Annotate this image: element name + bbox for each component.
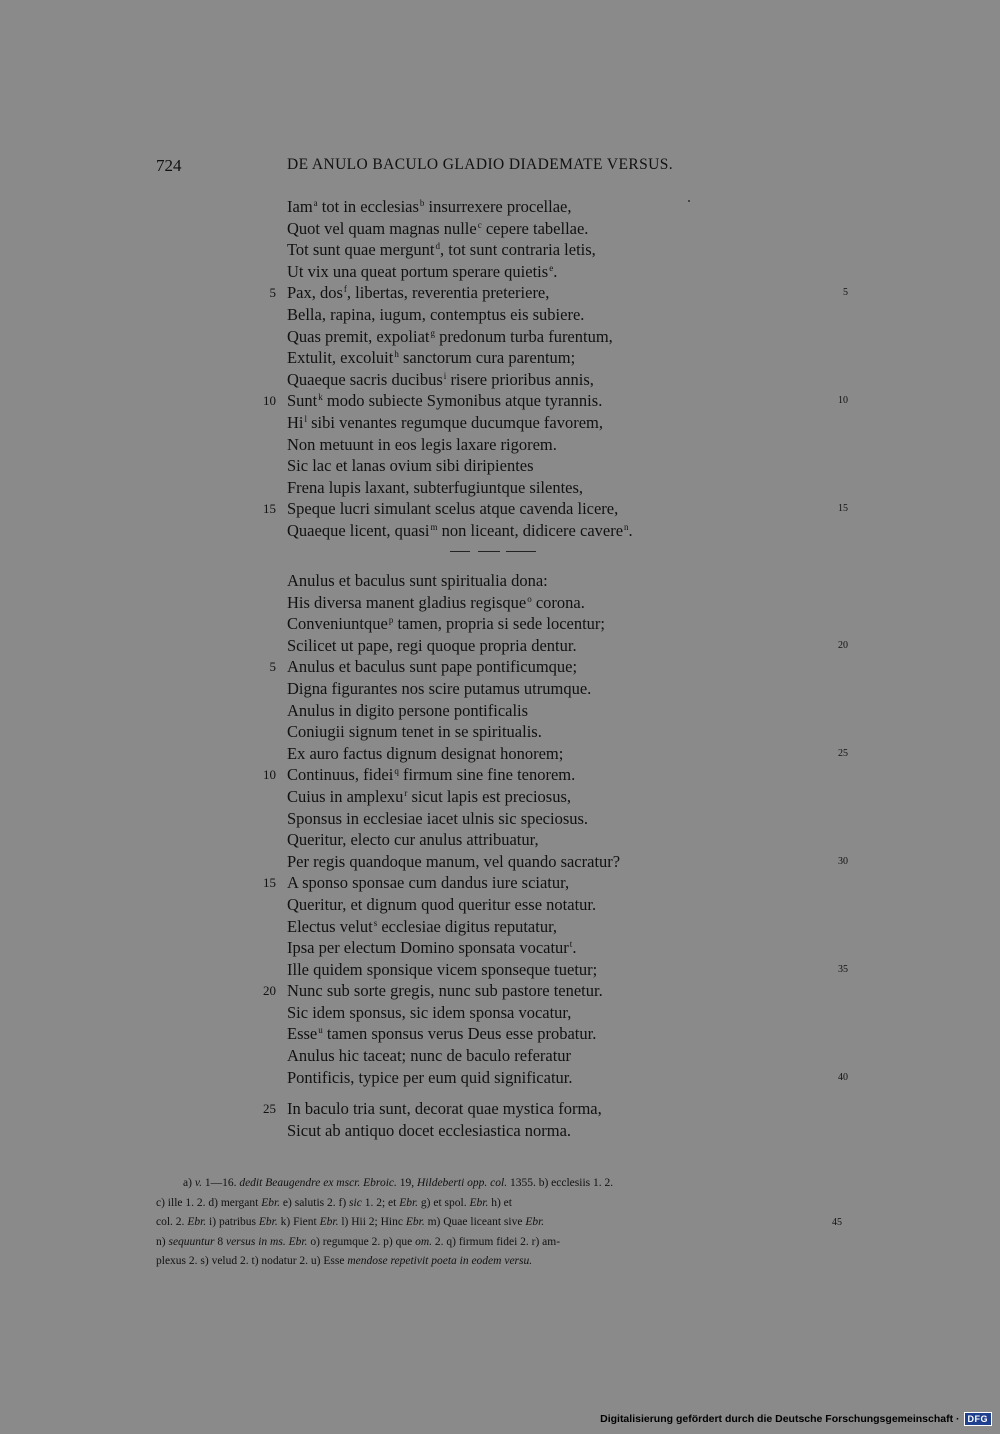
italic-text: Ebr. — [258, 1216, 278, 1228]
footnote-marker: d — [435, 241, 440, 252]
verse-text: Quaeque licent, quasi$^m$ non liceant, didicere cavere$^n$. — [287, 520, 633, 540]
cumulative-line-number: 35 — [838, 963, 848, 975]
footnote-marker: n — [624, 521, 629, 532]
verse-text: Electus velut$^s$ ecclesiae digitus reputatur, — [287, 916, 558, 936]
verse-line — [0, 872, 1000, 894]
verse-line — [0, 347, 1000, 369]
verse-text: Sunt$^k$ modo subiecte Symonibus atque tyrannis. — [287, 391, 603, 411]
verse-text: Sic lac et lanas ovium sibi diripientes — [287, 456, 534, 476]
footnote-marker: k — [318, 392, 323, 403]
italic-text: sequuntur — [168, 1235, 215, 1248]
verse-line — [0, 656, 1000, 678]
footnote-marker: t — [569, 939, 573, 950]
verse-text: Ipsa per electum Domino sponsata vocatur$^t$. — [287, 938, 577, 958]
verse-text: Bella, rapina, iugum, contemptus eis subiere. — [287, 304, 585, 324]
footnote-marker: m — [430, 521, 438, 532]
italic-text: Ebr. — [261, 1196, 281, 1209]
cumulative-line-number: 5 — [843, 287, 848, 299]
footnote-marker: q — [394, 766, 399, 777]
verse-line — [0, 218, 1000, 240]
verse-line — [0, 455, 1000, 477]
italic-text: Ebr. — [405, 1216, 425, 1228]
verse-line — [0, 721, 1000, 743]
footnote-marker: o — [527, 593, 532, 604]
poem-section-2 — [0, 570, 1000, 1141]
verse-line — [0, 498, 1000, 520]
verse-text: Coniugii signum tenet in se spiritualis. — [287, 722, 542, 742]
verse-text: Digna figurantes nos scire putamus utrumque. — [287, 678, 592, 698]
verse-text: Per regis quandoque manum, vel quando sacratur? — [287, 851, 621, 871]
verse-line — [0, 239, 1000, 261]
verse-text: Non metuunt in eos legis laxare rigorem. — [287, 434, 557, 454]
verse-text: His diversa manent gladius regisque$^o$ corona. — [287, 592, 585, 612]
cumulative-line-number: 10 — [838, 395, 848, 407]
footnote-text: n) sequuntur 8 versus in ms. Ebr. o) regumque 2. p) que om. 2. q) firmum fidei 2. r) am- — [156, 1235, 561, 1248]
verse-line — [0, 390, 1000, 412]
verse-line — [0, 829, 1000, 851]
verse-text: Ille quidem sponsique vicem sponseque tuetur; — [287, 959, 598, 979]
verse-line — [0, 613, 1000, 635]
verse-line — [0, 678, 1000, 700]
margin-line-number: 45 — [832, 1217, 842, 1228]
footnote-marker: r — [404, 787, 408, 798]
italic-text: mendose repetivit poeta in eodem versu. — [347, 1255, 533, 1267]
footnote-marker: h — [394, 349, 399, 360]
verse-text: Quas premit, expoliat$^g$ predonum turba furentum, — [287, 326, 613, 346]
italic-text: om. — [415, 1235, 432, 1248]
verse-text: Pontificis, typice per eum quid significatur. — [287, 1067, 573, 1087]
verse-line — [0, 894, 1000, 916]
verse-line — [0, 937, 1000, 959]
verse-text: In baculo tria sunt, decorat quae mystica forma, — [287, 1099, 602, 1119]
verse-text: Cuius in amplexu$^r$ sicut lapis est preciosus, — [287, 786, 572, 806]
dfg-logo: DFG — [964, 1412, 993, 1426]
verse-text: Frena lupis laxant, subterfugiuntque silentes, — [287, 477, 584, 497]
footnote-marker: s — [373, 917, 378, 928]
italic-text: Hildeberti opp. col. — [417, 1177, 508, 1189]
footnote-text: c) ille 1. 2. d) mergant Ebr. e) salutis 2. f) sic 1. 2; et Ebr. g) et spol. Ebr. h) et — [156, 1196, 512, 1209]
italic-text: versus in ms. Ebr. — [225, 1235, 308, 1248]
cumulative-line-number: 30 — [838, 855, 848, 867]
verse-line — [0, 635, 1000, 657]
verse-line-number: 10 — [263, 393, 276, 409]
verse-text: Sicut ab antiquo docet ecclesiastica norma. — [287, 1120, 572, 1140]
footer-credit — [600, 1410, 992, 1428]
footnote-marker: l — [304, 413, 308, 424]
verse-text: Queritur, electo cur anulus attribuatur, — [287, 830, 539, 850]
poem-section-1 — [0, 196, 1000, 542]
footnote-marker: a — [313, 198, 318, 208]
verse-line-number: 5 — [269, 659, 276, 675]
verse-line — [0, 369, 1000, 391]
verse-line — [0, 1002, 1000, 1024]
verse-text: Quot vel quam magnas nulle$^c$ cepere tabellae. — [287, 218, 589, 238]
verse-text: Pax, dos$^f$, libertas, reverentia preteriere, — [287, 283, 550, 303]
footer-text: Digitalisierung gefördert durch die Deutsche Forschungsgemeinschaft · — [600, 1413, 960, 1425]
verse-text: Anulus in digito persone pontificalis — [287, 700, 529, 720]
cumulative-line-number: 15 — [838, 503, 848, 515]
verse-line — [0, 196, 1000, 218]
verse-line — [0, 282, 1000, 304]
italic-text: sic — [349, 1196, 362, 1209]
running-title: DE ANULO BACULO GLADIO DIADEMATE VERSUS. — [287, 156, 673, 173]
verse-text: A sponso sponsae cum dandus iure sciatur, — [287, 873, 570, 893]
footnote-marker: u — [318, 1025, 323, 1036]
verse-text: Sic idem sponsus, sic idem sponsa vocatur, — [287, 1002, 572, 1022]
verse-line — [0, 304, 1000, 326]
italic-text: Ebr. — [469, 1196, 489, 1209]
footnote-text: col. 2. Ebr. i) patribus Ebr. k) Fient Ebr. l) Hii 2; Hinc Ebr. m) Quae liceant sive Ebr. — [156, 1216, 545, 1228]
verse-line-number: 25 — [263, 1101, 276, 1117]
verse-text: Nunc sub sorte gregis, nunc sub pastore tenetur. — [287, 981, 603, 1001]
verse-line-number: 10 — [263, 767, 276, 783]
verse-text: Sponsus in ecclesiae iacet ulnis sic speciosus. — [287, 808, 589, 828]
verse-text: Conveniuntque$^p$ tamen, propria si sede locentur; — [287, 614, 606, 634]
verse-text: Extulit, excoluit$^h$ sanctorum cura parentum; — [287, 348, 576, 368]
verse-text: Ex auro factus dignum designat honorem; — [287, 743, 564, 763]
verse-text: Anulus et baculus sunt spiritualia dona: — [287, 571, 548, 590]
verse-line — [0, 700, 1000, 722]
verse-line — [0, 980, 1000, 1002]
footnote-marker: f — [343, 284, 347, 295]
cumulative-line-number: 20 — [838, 639, 848, 651]
footnote-marker: c — [477, 219, 482, 230]
verse-text: Anulus et baculus sunt pape pontificumque; — [287, 657, 578, 677]
verse-line — [0, 1120, 1000, 1142]
verse-line — [0, 570, 1000, 592]
verse-line — [0, 434, 1000, 456]
verse-text: Iam$^a$ tot in ecclesias$^b$ insurrexere procellae, — [287, 197, 572, 216]
footnote-marker: b — [419, 198, 425, 208]
verse-text: Queritur, et dignum quod queritur esse notatur. — [287, 894, 597, 914]
verse-text: Scilicet ut pape, regi quoque propria dentur. — [287, 635, 577, 655]
verse-line — [0, 1023, 1000, 1045]
verse-line — [0, 786, 1000, 808]
footnote-line — [156, 1233, 828, 1253]
footnote-line — [156, 1174, 828, 1194]
verse-line — [0, 477, 1000, 499]
verse-line — [0, 959, 1000, 981]
verse-line-number: 15 — [263, 501, 276, 517]
verse-line — [0, 412, 1000, 434]
verse-line — [0, 808, 1000, 830]
verse-text: Quaeque sacris ducibus$^i$ risere prioribus annis, — [287, 369, 594, 389]
verse-line — [0, 1045, 1000, 1067]
verse-line — [0, 520, 1000, 542]
page-header — [0, 156, 1000, 180]
italic-text: Ebr. — [525, 1216, 545, 1228]
page-number: 724 — [156, 156, 182, 175]
footnote-line — [156, 1252, 828, 1272]
verse-text: Ut vix una queat portum sperare quietis$^e$. — [287, 261, 558, 281]
verse-line — [0, 261, 1000, 283]
footnote-text: a) v. 1—16. dedit Beaugendre ex mscr. Ebroic. 19, Hildeberti opp. col. 1355. b) ecclesiis 1. 2. — [183, 1177, 614, 1189]
footnote-marker: i — [443, 370, 447, 381]
italic-text: Ebr. — [319, 1216, 339, 1228]
footnote-text: plexus 2. s) velud 2. t) nodatur 2. u) Esse mendose repetivit poeta in eodem versu. — [156, 1255, 533, 1267]
verse-line — [0, 851, 1000, 873]
verse-line — [0, 743, 1000, 765]
verse-line — [0, 326, 1000, 348]
verse-line — [0, 764, 1000, 786]
section-divider — [450, 551, 536, 552]
verse-text: Tot sunt quae mergunt$^d$, tot sunt contraria letis, — [287, 240, 596, 260]
verse-line — [0, 1067, 1000, 1089]
cumulative-line-number: 40 — [838, 1071, 848, 1083]
verse-line-number: 5 — [269, 285, 276, 301]
verse-text: Speque lucri simulant scelus atque cavenda licere, — [287, 499, 619, 519]
footnote-marker: e — [549, 262, 554, 273]
footnotes — [156, 1174, 842, 1272]
footnote-marker: p — [388, 615, 394, 626]
verse-line — [0, 916, 1000, 938]
footnote-line — [156, 1213, 842, 1233]
cumulative-line-number: 25 — [838, 747, 848, 759]
verse-text: Esse$^u$ tamen sponsus verus Deus esse probatur. — [287, 1024, 597, 1044]
verse-line — [0, 1098, 1000, 1120]
italic-text: Ebr. — [399, 1196, 419, 1209]
footnote-line — [156, 1194, 828, 1214]
verse-line-number: 20 — [263, 983, 276, 999]
footnote-marker: g — [430, 327, 436, 338]
verse-text: Continuus, fidei$^q$ firmum sine fine tenorem. — [287, 765, 576, 785]
verse-text: Hi$^l$ sibi venantes regumque ducumque favorem, — [287, 412, 604, 432]
italic-text: Ebr. — [187, 1216, 207, 1228]
verse-line — [0, 592, 1000, 614]
italic-text: dedit Beaugendre ex mscr. Ebroic. — [239, 1177, 397, 1189]
italic-text: v. — [194, 1177, 202, 1189]
verse-text: Anulus hic taceat; nunc de baculo referatur — [287, 1046, 572, 1066]
verse-line-number: 15 — [263, 875, 276, 891]
